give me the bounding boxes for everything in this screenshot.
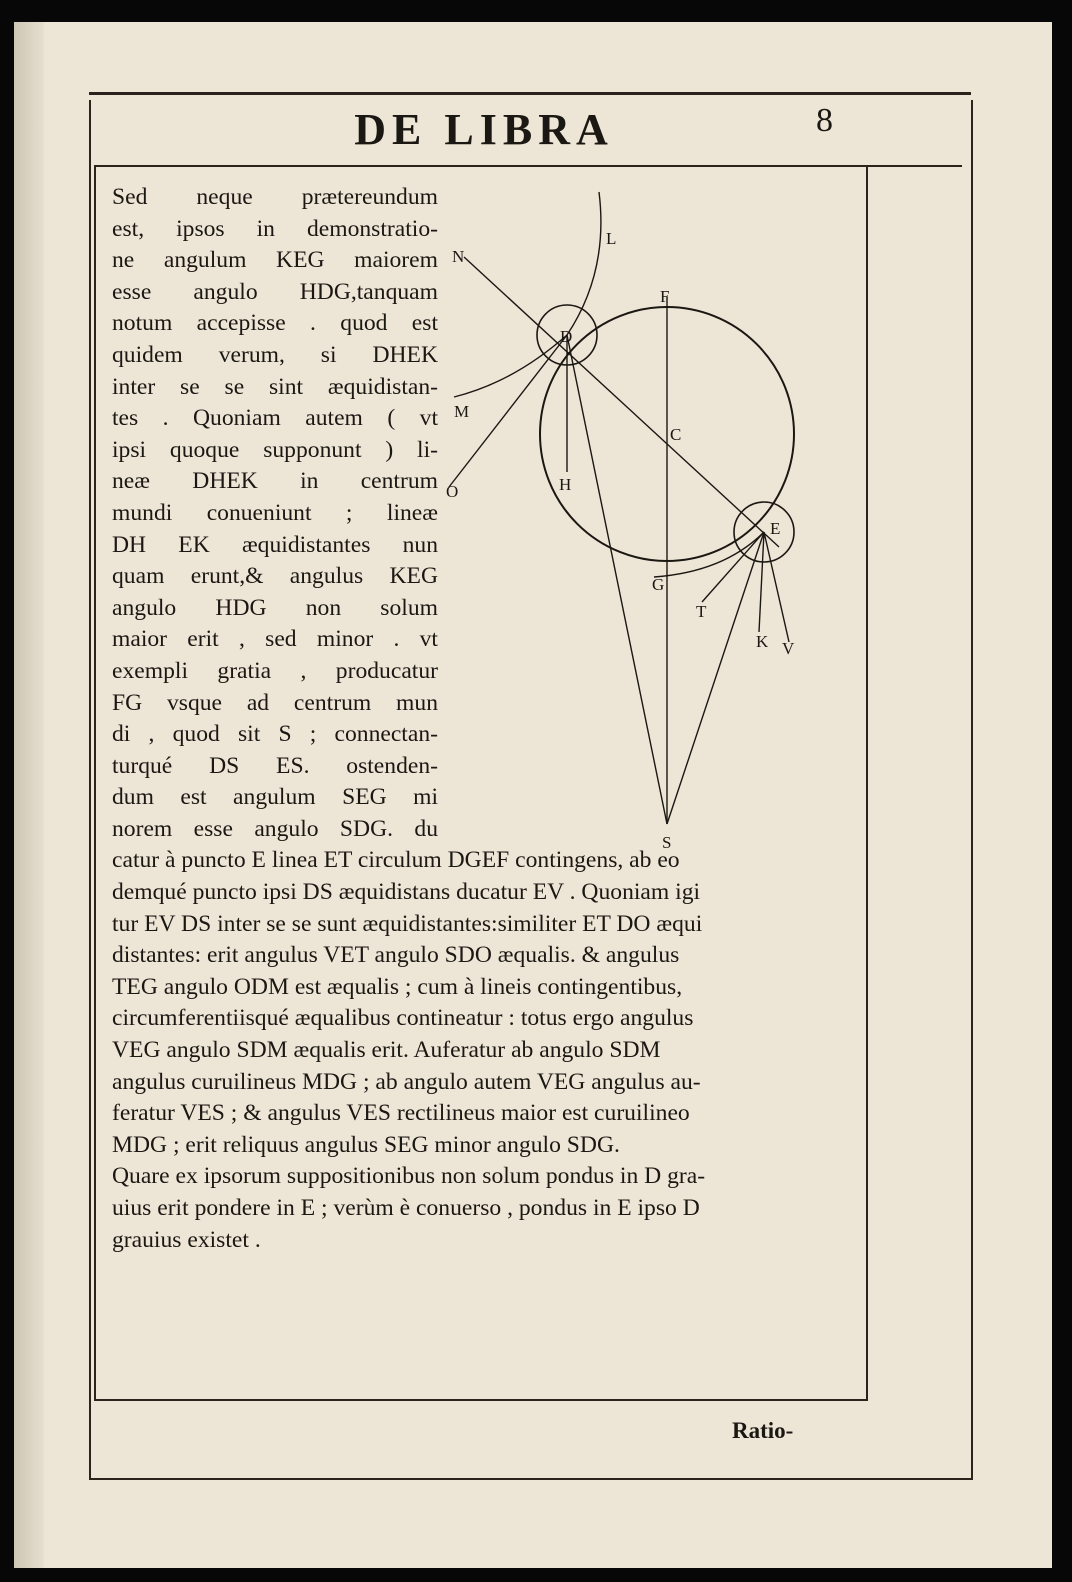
text-line: esse angulo HDG,tanquam (112, 278, 438, 305)
running-title: DE LIBRA (354, 105, 614, 154)
text-line: est, ipsos in demonstratio- (112, 215, 438, 242)
label-d: D (560, 327, 573, 346)
text-line: Sed neque prætereundum (112, 184, 438, 210)
label-e: E (770, 519, 781, 538)
label-n: N (452, 247, 465, 266)
text-line: tur EV DS inter se se sunt æquidistantes:similiter ET DO æqui (112, 910, 703, 937)
text-line: ne angulum KEG maiorem (112, 247, 438, 274)
text-line: dum est angulum SEG mi (112, 784, 438, 811)
text-line: inter se se sint æquidistan- (112, 373, 438, 400)
text-line: di , quod sit S ; connectan- (112, 721, 438, 748)
book-page (14, 22, 1052, 1568)
text-line: neæ DHEK in centrum (112, 468, 438, 495)
text-line: notum accepisse . quod est (112, 310, 438, 337)
label-s: S (662, 833, 672, 852)
text-line: feratur VES ; & angulus VES rectilineus maior est curuilineo (112, 1100, 690, 1127)
text-line: angulus curuilineus MDG ; ab angulo autem VEG angulus au- (112, 1068, 701, 1095)
text-line: demqué puncto ipsi DS æquidistans ducatur EV . Quoniam igi (112, 879, 701, 906)
text-line: tes . Quoniam autem ( vt (112, 405, 438, 432)
label-l: L (606, 229, 617, 248)
page-number: 8 (816, 102, 833, 139)
text-line: exempli gratia , producatur (112, 657, 438, 684)
text-line: circumferentiisqué æqualibus contineatur : totus ergo angulus (112, 1005, 694, 1032)
text-line: maior erit , sed minor . vt (112, 626, 438, 653)
label-f: F (660, 287, 670, 306)
label-k: K (756, 632, 769, 651)
text-line: VEG angulo SDM æqualis erit. Auferatur ab angulo SDM (112, 1037, 661, 1064)
text-line: mundi conueniunt ; lineæ (112, 499, 438, 526)
text-line: uius erit pondere in E ; verùm è conuerso , pondus in E ipso D (112, 1195, 700, 1221)
text-line: catur à puncto E linea ET circulum DGEF contingens, ab eo (112, 847, 680, 874)
page-gutter (14, 22, 44, 1568)
frame-top-rule (89, 92, 971, 95)
catchword: Ratio- (732, 1418, 794, 1443)
label-c: C (670, 425, 682, 444)
text-line: quidem verum, si DHEK (112, 341, 438, 368)
text-line: FG vsque ad centrum mun (112, 689, 438, 716)
text-line: MDG ; erit reliquus angulus SEG minor angulo SDG. (112, 1131, 620, 1158)
text-line: grauius existet . (112, 1226, 261, 1253)
label-h: H (559, 475, 572, 494)
text-line: quam erunt,& angulus KEG (112, 563, 438, 590)
text-line: angulo HDG non solum (112, 594, 438, 621)
label-t: T (696, 602, 707, 621)
text-line: turqué DS ES. ostenden- (112, 752, 438, 779)
text-line: distantes: erit angulus VET angulo SDO æqualis. & angulus (112, 942, 680, 969)
label-g: G (652, 575, 665, 594)
body-text (112, 182, 858, 1256)
text-line: ipsi quoque supponunt ) li- (112, 436, 438, 463)
label-o: O (446, 482, 459, 501)
text-line: DH EK æquidistantes nun (112, 531, 438, 558)
text-line: Quare ex ipsorum suppositionibus non solum pondus in D gra- (112, 1163, 706, 1190)
text-line: norem esse angulo SDG. du (112, 815, 438, 842)
label-m: M (454, 402, 470, 421)
label-v: V (782, 639, 795, 658)
text-line: TEG angulo ODM est æqualis ; cum à lineis contingentibus, (112, 973, 683, 1000)
